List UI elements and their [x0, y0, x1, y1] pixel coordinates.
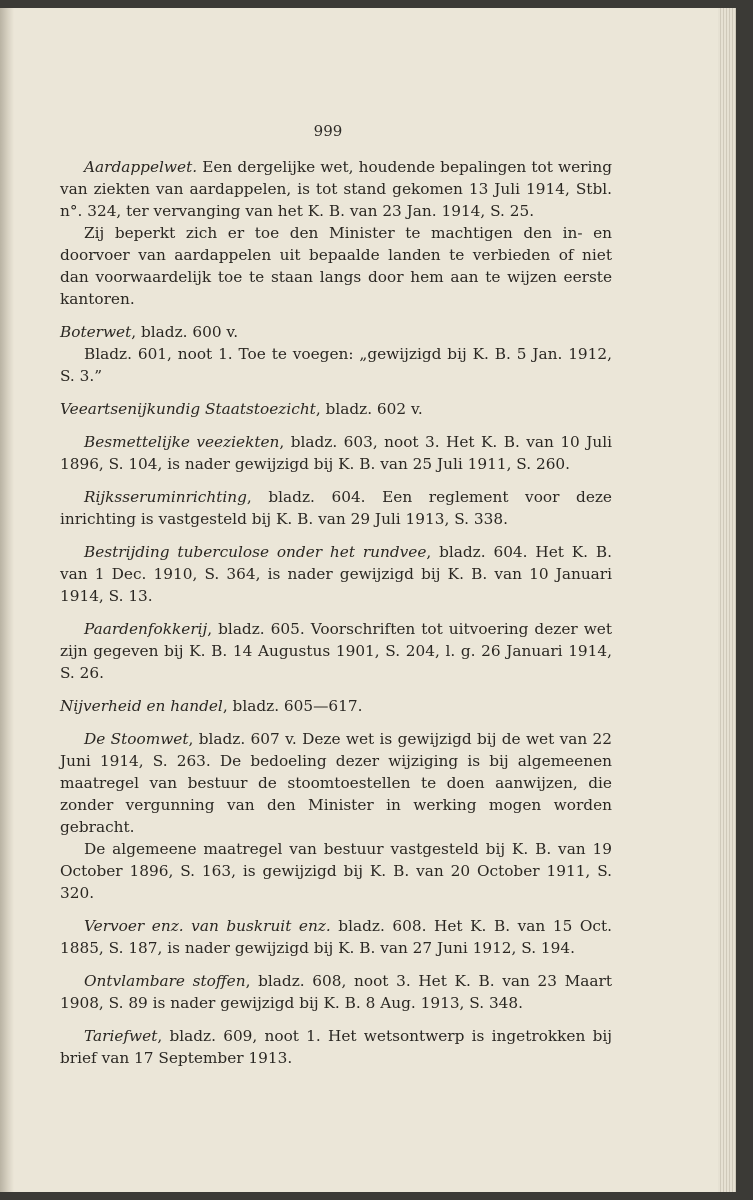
paragraph-stoomwet: [60, 728, 612, 838]
section-title: Rijksseruminrichting: [84, 488, 247, 506]
paragraph-text: , bladz. 605—617.: [222, 697, 363, 715]
page-body: [60, 156, 612, 1069]
paragraph-stoomwet-cont: [60, 838, 612, 904]
paragraph-text: De algemeene maatregel van bestuur vastgesteld bij K. B. van 19 October 1896, S. 163, is gewijzigd bij K. B. van 20 October 1911, S. 320.: [60, 840, 612, 902]
section-title: Bestrijding tuberculose onder het rundvee: [84, 543, 427, 561]
paragraph-text: , bladz. 604. Het K. B. van 1 Dec. 1910, S. 364, is nader gewijzigd bij K. B. van 10 Januari 1914, S. 13.: [60, 543, 613, 605]
section-title: Ontvlambare stoffen: [84, 972, 246, 990]
paragraph-aardappelwet-cont: [60, 222, 612, 310]
paragraph-text: , bladz. 605. Voorschriften tot uitvoering dezer wet zijn gegeven bij K. B. 14 Augustus 1901, S. 204, l. g. 26 Januari 1914, S. 26.: [60, 620, 612, 682]
paragraph-text: , bladz. 602 v.: [315, 400, 423, 418]
section-title: De Stoomwet: [84, 730, 189, 748]
section-title: Nijverheid en handel: [60, 697, 223, 715]
paragraph-besmettelijke-veeziekten: [60, 431, 612, 475]
page-binding-shadow: [0, 8, 14, 1192]
page-edge-stack: [718, 8, 736, 1192]
section-title: Aardappelwet.: [84, 158, 198, 176]
section-title: Tariefwet: [84, 1027, 158, 1045]
section-title: Besmettelijke veeziekten: [84, 433, 280, 451]
page-number: 999: [313, 122, 343, 140]
paragraph-text: Een dergelijke wet, houdende bepalingen tot wering van ziekten van aardappelen, is tot stand gekomen 13 Juli 1914, Stbl. n°. 324, ter vervanging van het K. B. van 23 Jan. 1914, S. 25.: [60, 158, 612, 220]
paragraph-ontvlambare-stoffen: [60, 970, 612, 1014]
paragraph-text: , bladz. 609, noot 1. Het wetsontwerp is ingetrokken bij brief van 17 September 1913.: [60, 1027, 612, 1067]
section-title: Veeartsenijkundig Staatstoezicht: [60, 400, 316, 418]
paragraph-rijksseruminrichting: [60, 486, 612, 530]
paragraph-text: , bladz. 600 v.: [131, 323, 239, 341]
paragraph-nijverheid-en-handel: [60, 695, 612, 717]
paragraph-text: bladz. 608. Het K. B. van 15 Oct. 1885, S. 187, is nader gewijzigd bij K. B. van 27 Juni 1912, S. 194.: [60, 917, 612, 957]
paragraph-vervoer-buskruit: [60, 915, 612, 959]
paragraph-aardappelwet: [60, 156, 612, 222]
paragraph-paardenfokkerij: [60, 618, 612, 684]
paragraph-text: , bladz. 608, noot 3. Het K. B. van 23 Maart 1908, S. 89 is nader gewijzigd bij K. B. 8 Aug. 1913, S. 348.: [60, 972, 612, 1012]
section-title: Vervoer enz. van buskruit enz.: [84, 917, 331, 935]
paragraph-boterwet: [60, 321, 612, 343]
paragraph-text: , bladz. 607 v. Deze wet is gewijzigd bij de wet van 22 Juni 1914, S. 263. De bedoeling dezer wijziging is bij algemeenen maatregel van bestuur de stoomtoestellen te doen aanwijzen, die zonder vergunning van den Minister in werking mogen worden gebracht.: [60, 730, 612, 836]
paragraph-tariefwet: [60, 1025, 612, 1069]
paragraph-text: Bladz. 601, noot 1. Toe te voegen: „gewijzigd bij K. B. 5 Jan. 1912, S. 3.”: [60, 345, 612, 385]
paragraph-bestrijding-tuberculose: [60, 541, 612, 607]
section-title: Boterwet: [60, 323, 132, 341]
paragraph-veeartsenijkundig: [60, 398, 612, 420]
paragraph-boterwet-noot: [60, 343, 612, 387]
paragraph-text: Zij beperkt zich er toe den Minister te machtigen den in- en doorvoer van aardappelen uit bepaalde landen te verbieden of niet dan voorwaardelijk toe te staan langs door hem aan te wijzen eerste kantoren.: [60, 224, 612, 308]
paragraph-text: , bladz. 604. Een reglement voor deze inrichting is vastgesteld bij K. B. van 29 Juli 1913, S. 338.: [60, 488, 612, 528]
paragraph-text: , bladz. 603, noot 3. Het K. B. van 10 Juli 1896, S. 104, is nader gewijzigd bij K. B. van 25 Juli 1911, S. 260.: [60, 433, 612, 473]
section-title: Paardenfokkerij: [84, 620, 208, 638]
